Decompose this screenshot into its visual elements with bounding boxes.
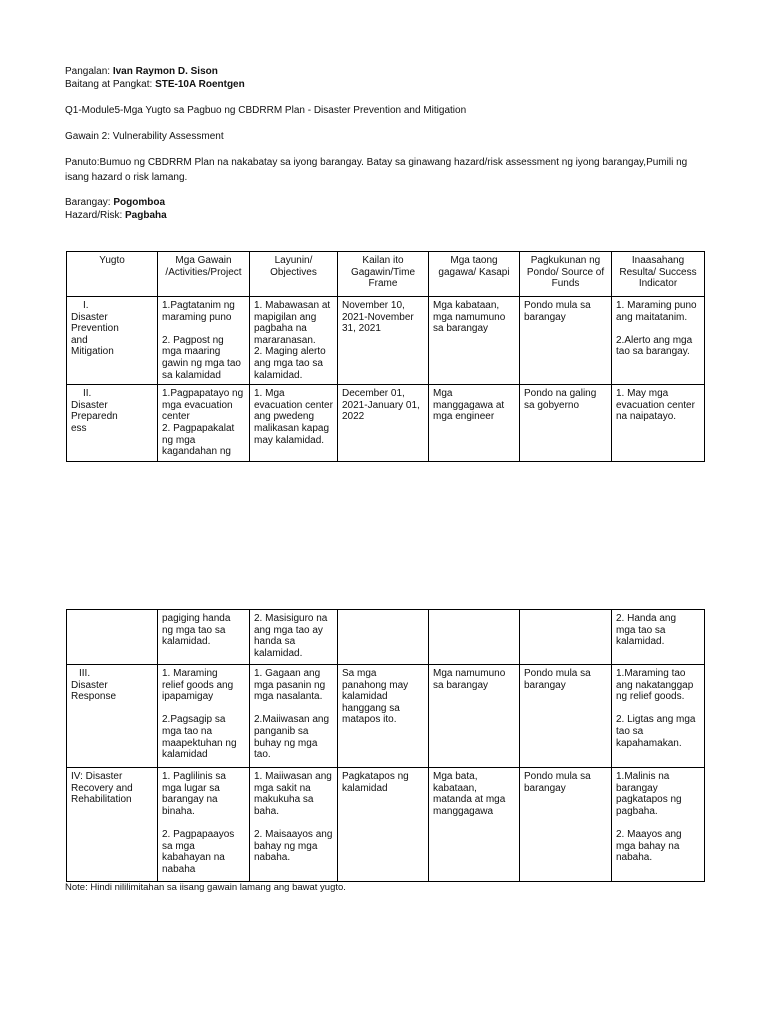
instructions-line-1: Panuto:Bumuo ng CBDRRM Plan na nakabatay sa iyong barangay. Batay sa ginawang hazard/risk assessment ng iyong barangay,Pumili ng [65, 157, 688, 168]
stage-cell [67, 297, 158, 385]
header-results: Inaasahang Resulta/ Success Indicator [612, 252, 705, 297]
header-timeframe: Kailan ito Gagawin/Time Frame [338, 252, 429, 297]
header-funds: Pagkukunan ng Pondo/ Source of Funds [520, 252, 612, 297]
header-yugto: Yugto [67, 252, 158, 297]
stage-number: III. [79, 668, 91, 679]
hazard-value: Pagbaha [125, 210, 167, 221]
funds-cell: Pondo na galing sa gobyerno [520, 385, 612, 462]
timeframe-cell: Pagkatapos ng kalamidad [338, 768, 429, 882]
objectives-cell: 1. Mabawasan at mapigilan ang pagbaha na mararanasan. 2. Maging alerto ang mga tao sa kalamidad. [250, 297, 338, 385]
table-row [67, 610, 705, 665]
stage-label: Disaster Preparedn ess [71, 399, 118, 434]
funds-cell: Pondo mula sa barangay [520, 297, 612, 385]
instructions-line-2: isang hazard o risk lamang. [65, 172, 188, 183]
barangay-line [65, 197, 165, 209]
table-row [67, 297, 705, 385]
timeframe-cell: November 10, 2021-November 31, 2021 [338, 297, 429, 385]
footnote: Note: Hindi nililimitahan sa iisang gawain lamang ang bawat yugto. [65, 882, 346, 893]
timeframe-cell [338, 610, 429, 665]
funds-cell [520, 610, 612, 665]
stage-cell [67, 610, 158, 665]
activities-cell: 1. Maraming relief goods ang ipapamigay 2.Pagsagip sa mga tao na maapektuhan ng kalamidad [158, 665, 250, 768]
header-activities: Mga Gawain /Activities/Project [158, 252, 250, 297]
cbdrrm-table-page-2 [66, 609, 705, 882]
results-cell: 1. Maraming puno ang maitatanim. 2.Alerto ang mga tao sa barangay. [612, 297, 705, 385]
activities-cell: 1.Pagtatanim ng maraming puno 2. Pagpost ng mga maaring gawin ng mga tao sa kalamidad [158, 297, 250, 385]
name-line [65, 66, 218, 78]
table-row [67, 768, 705, 882]
cbdrrm-table-page-1 [66, 251, 705, 462]
funds-cell: Pondo mula sa barangay [520, 665, 612, 768]
table-header-row [67, 252, 705, 297]
results-cell: 2. Handa ang mga tao sa kalamidad. [612, 610, 705, 665]
stage-number: II. [83, 388, 92, 400]
hazard-line [65, 210, 167, 222]
timeframe-cell: Sa mga panahong may kalamidad hanggang sa matapos ito. [338, 665, 429, 768]
objectives-cell: 1. Gagaan ang mga pasanin ng mga nasalanta. 2.Maiiwasan ang panganib sa buhay ng mga tao. [250, 665, 338, 768]
barangay-label: Barangay: [65, 197, 114, 208]
stage-label: Disaster Prevention and Mitigation [71, 311, 119, 358]
barangay-value: Pogomboa [113, 197, 166, 208]
table-row [67, 385, 705, 462]
module-title: Q1-Module5-Mga Yugto sa Pagbuo ng CBDRRM Plan - Disaster Prevention and Mitigation [65, 105, 467, 116]
grade-line [65, 79, 245, 91]
hazard-label: Hazard/Risk: [65, 210, 126, 221]
activities-cell: pagiging handa ng mga tao sa kalamidad. [158, 610, 250, 665]
objectives-cell: 1. Mga evacuation center ang pwedeng malikasan kapag may kalamidad. [250, 385, 338, 462]
activities-cell: 1.Pagpapatayo ng mga evacuation center 2. Pagpapakalat ng mga kagandahan ng [158, 385, 250, 462]
members-cell: Mga manggagawa at mga engineer [429, 385, 520, 462]
activities-cell: 1. Paglilinis sa mga lugar sa barangay na binaha. 2. Pagpapaayos sa mga kabahayan na nabaha [158, 768, 250, 882]
members-cell: Mga namumuno sa barangay [429, 665, 520, 768]
student-name: Ivan Raymon D. Sison [112, 66, 218, 77]
grade-section: STE-10A Roentgen [155, 79, 245, 90]
stage-cell: IV: Disaster Recovery and Rehabilitation [67, 768, 158, 882]
results-cell: 1.Maraming tao ang nakatanggap ng relief goods. 2. Ligtas ang mga tao sa kapahamakan. [612, 665, 705, 768]
objectives-cell: 1. Maiiwasan ang mga sakit na makukuha sa baha. 2. Maisaayos ang bahay ng mga nabaha. [250, 768, 338, 882]
table-row [67, 665, 705, 768]
members-cell: Mga bata, kabataan, matanda at mga manggagawa [429, 768, 520, 882]
members-cell [429, 610, 520, 665]
objectives-cell: 2. Masisiguro na ang mga tao ay handa sa kalamidad. [250, 610, 338, 665]
stage-cell [67, 665, 158, 768]
stage-number: I. [83, 300, 89, 311]
name-label: Pangalan: [65, 66, 113, 77]
results-cell: 1. May mga evacuation center na naipatayo. [612, 385, 705, 462]
grade-label: Baitang at Pangkat: [65, 79, 156, 90]
funds-cell: Pondo mula sa barangay [520, 768, 612, 882]
activity-title: Gawain 2: Vulnerability Assessment [65, 131, 224, 142]
results-cell: 1.Malinis na barangay pagkatapos ng pagbaha. 2. Maayos ang mga bahay na nabaha. [612, 768, 705, 882]
timeframe-cell: December 01, 2021-January 01, 2022 [338, 385, 429, 462]
stage-label: Disaster Response [71, 679, 117, 703]
stage-cell [67, 385, 158, 462]
header-members: Mga taong gagawa/ Kasapi [429, 252, 520, 297]
header-objectives: Layunin/ Objectives [250, 252, 338, 297]
members-cell: Mga kabataan, mga namumuno sa barangay [429, 297, 520, 385]
